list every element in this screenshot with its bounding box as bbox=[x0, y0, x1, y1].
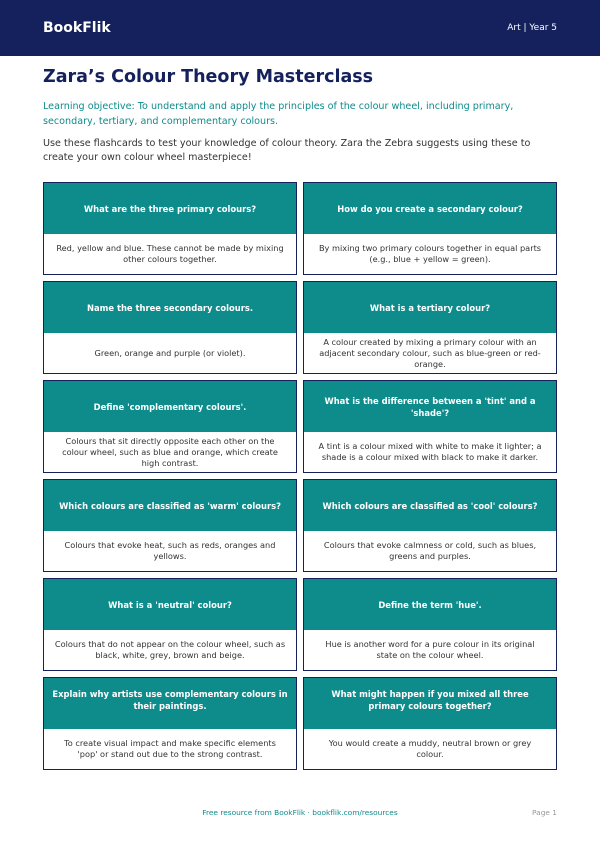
flashcard[interactable] bbox=[43, 380, 297, 473]
flashcard-question: Define 'complementary colours'. bbox=[44, 381, 296, 432]
flashcard-answer: A tint is a colour mixed with white to make it lighter; a shade is a colour mixed with black to make it darker. bbox=[304, 432, 556, 472]
header-bar bbox=[0, 0, 600, 56]
flashcard-answer: Colours that do not appear on the colour wheel, such as black, white, grey, brown and beige. bbox=[44, 630, 296, 670]
flashcard-answer: Colours that evoke calmness or cold, such as blues, greens and purples. bbox=[304, 531, 556, 571]
flashcard-answer: By mixing two primary colours together in equal parts (e.g., blue + yellow = green). bbox=[304, 234, 556, 274]
flashcard[interactable] bbox=[303, 479, 557, 572]
flashcard-row bbox=[43, 479, 557, 572]
intro-text: Use these flashcards to test your knowledge of colour theory. Zara the Zebra suggests using these to create your own colour wheel masterpiece! bbox=[43, 138, 531, 163]
flashcard-question: What might happen if you mixed all three primary colours together? bbox=[304, 678, 556, 729]
flashcard-answer: Colours that evoke heat, such as reds, oranges and yellows. bbox=[44, 531, 296, 571]
flashcard-question: What is a tertiary colour? bbox=[304, 282, 556, 333]
flashcard[interactable] bbox=[303, 281, 557, 374]
flashcard-question: Which colours are classified as 'warm' colours? bbox=[44, 480, 296, 531]
flashcard-question: What is a 'neutral' colour? bbox=[44, 579, 296, 630]
flashcard-question: What are the three primary colours? bbox=[44, 183, 296, 234]
flashcard[interactable] bbox=[43, 182, 297, 275]
flashcard-row bbox=[43, 281, 557, 374]
page-number: Page 1 bbox=[532, 808, 557, 817]
flashcard-grid bbox=[43, 182, 557, 776]
flashcard[interactable] bbox=[43, 677, 297, 770]
brand-logo[interactable]: BookFlik bbox=[43, 20, 111, 36]
flashcard-answer: Colours that sit directly opposite each other on the colour wheel, such as blue and orange, which create high contrast. bbox=[44, 432, 296, 472]
flashcard-row bbox=[43, 182, 557, 275]
flashcard-question: Define the term 'hue'. bbox=[304, 579, 556, 630]
subject-label: Art | Year 5 bbox=[507, 23, 557, 33]
flashcard-row bbox=[43, 677, 557, 770]
flashcard-question: Explain why artists use complementary colours in their paintings. bbox=[44, 678, 296, 729]
flashcard-question: How do you create a secondary colour? bbox=[304, 183, 556, 234]
flashcard-answer: Green, orange and purple (or violet). bbox=[44, 333, 296, 373]
flashcard-answer: To create visual impact and make specific elements 'pop' or stand out due to the strong contrast. bbox=[44, 729, 296, 769]
footer-resource-link[interactable]: Free resource from BookFlik · bookflik.com/resources bbox=[202, 808, 398, 817]
flashcard[interactable] bbox=[303, 677, 557, 770]
flashcard-answer: Hue is another word for a pure colour in its original state on the colour wheel. bbox=[304, 630, 556, 670]
flashcard-question: Name the three secondary colours. bbox=[44, 282, 296, 333]
flashcard[interactable] bbox=[303, 380, 557, 473]
flashcard-answer: A colour created by mixing a primary colour with an adjacent secondary colour, such as blue-green or red-orange. bbox=[304, 333, 556, 373]
flashcard-row bbox=[43, 380, 557, 473]
flashcard-row bbox=[43, 578, 557, 671]
flashcard[interactable] bbox=[43, 578, 297, 671]
flashcard[interactable] bbox=[43, 479, 297, 572]
flashcard[interactable] bbox=[43, 281, 297, 374]
flashcard-answer: Red, yellow and blue. These cannot be made by mixing other colours together. bbox=[44, 234, 296, 274]
flashcard[interactable] bbox=[303, 578, 557, 671]
learning-objective: Learning objective: To understand and apply the principles of the colour wheel, including primary, secondary, tertiary, and complementary colours. bbox=[43, 101, 514, 127]
flashcard-question: What is the difference between a 'tint' and a 'shade'? bbox=[304, 381, 556, 432]
flashcard-question: Which colours are classified as 'cool' colours? bbox=[304, 480, 556, 531]
flashcard-answer: You would create a muddy, neutral brown or grey colour. bbox=[304, 729, 556, 769]
page-title: Zara’s Colour Theory Masterclass bbox=[43, 67, 374, 87]
flashcard[interactable] bbox=[303, 182, 557, 275]
